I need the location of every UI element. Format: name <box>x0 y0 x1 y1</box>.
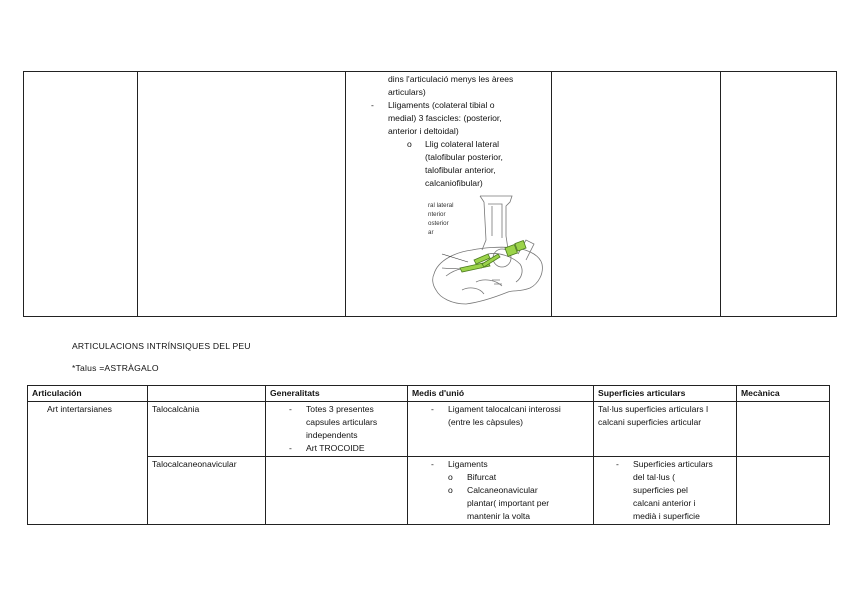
circle-marker: o <box>448 485 453 495</box>
figure-label-2: nterior <box>428 211 446 218</box>
circle-marker: o <box>407 139 412 149</box>
medis-bullet-1 <box>410 403 589 429</box>
talocalcaneonavicular-cell <box>148 457 266 525</box>
table-row <box>28 457 830 525</box>
top-cell-1 <box>24 72 138 317</box>
mecanica-cell-2 <box>737 457 830 525</box>
header-blank <box>148 386 266 402</box>
talocalcania-cell <box>148 402 266 457</box>
top-table <box>23 71 837 317</box>
bifurcat-line-1: Bifurcat <box>467 472 497 482</box>
bullet1-line-1: Lligaments (colateral tibial o <box>388 100 495 110</box>
figure-label-4: ar <box>428 229 434 236</box>
medis1-line-2: (entre les càpsules) <box>448 417 523 427</box>
sup2-line-3: superficies pel <box>633 485 688 495</box>
gen1-line-2: capsules articulars <box>306 417 378 427</box>
figure-label-3: osterior <box>428 220 449 227</box>
talocalcaneonavicular-label: Talocalcaneonavicular <box>152 459 237 469</box>
dash-marker: - <box>431 459 434 469</box>
superficies-bullet <box>598 458 732 523</box>
sup2-line-4: calcani anterior i <box>633 498 696 508</box>
section-title: ARTICULACIONS INTRÍNSIQUES DEL PEU <box>72 341 251 351</box>
header-row <box>28 386 830 402</box>
dash-marker: - <box>371 100 374 110</box>
talocalcania-label: Talocalcània <box>152 404 200 414</box>
top-cell-3 <box>346 72 552 317</box>
mecanica-cell <box>737 402 830 457</box>
bullet2-line-1: Llig colateral lateral <box>425 139 500 149</box>
bullet2-line-3: talofibular anterior, <box>425 165 496 175</box>
ankle-ligament-illustration <box>422 194 552 308</box>
col3-line-2: articulars) <box>388 87 426 97</box>
col3-line-1: dins l'articulació menys les àrees <box>388 74 514 84</box>
generalitats-cell <box>266 402 408 457</box>
medis-cell <box>408 402 594 457</box>
bullet2-line-4: calcaniofibular) <box>425 178 483 188</box>
dash-marker: - <box>289 443 292 453</box>
top-cell-4 <box>552 72 721 317</box>
generalitats-cell-2 <box>266 457 408 525</box>
header-articulacion: Articulación <box>28 386 148 402</box>
bullet-lateral <box>350 138 547 190</box>
art-intertarsianes-cell <box>28 402 148 525</box>
intrinsic-joints-table <box>27 385 830 525</box>
ankle-figure <box>422 194 552 308</box>
figure-label-1: ral lateral <box>428 202 454 209</box>
generalitats-bullet-1 <box>268 403 403 442</box>
bullet1-line-3: anterior i deltoidal) <box>388 126 459 136</box>
medis-cell-2 <box>408 457 594 525</box>
header-superficies: Superficies articulars <box>594 386 737 402</box>
sup2-line-2: del tal·lus ( <box>633 472 676 482</box>
superficies-cell-2 <box>594 457 737 525</box>
calcaneonavicular-bullet <box>410 484 589 523</box>
medis1-line-1: Ligament talocalcani interossi <box>448 404 561 414</box>
art-intertarsianes-label: Art intertarsianes <box>47 404 112 414</box>
gen1-line-1: Totes 3 presentes <box>306 404 374 414</box>
dash-marker: - <box>431 404 434 414</box>
sup2-line-1: Superficies articulars <box>633 459 713 469</box>
header-generalitats: Generalitats <box>266 386 408 402</box>
bullet2-line-2: (talofibular posterior, <box>425 152 503 162</box>
gen1-line-3: independents <box>306 430 358 440</box>
ligaments-label: Ligaments <box>448 459 488 469</box>
dash-marker: - <box>616 459 619 469</box>
sup2-line-5: medià i superficie <box>633 511 700 521</box>
generalitats-bullet-2 <box>268 442 403 455</box>
bullet1-line-2: medial) 3 fascicles: (posterior, <box>388 113 502 123</box>
gen2-line-1: Art TROCOIDE <box>306 443 365 453</box>
calc-line-2: plantar( important per <box>467 498 550 508</box>
calc-line-3: mantenir la volta <box>467 511 531 521</box>
header-medis: Medis d'unió <box>408 386 594 402</box>
top-cell-2 <box>138 72 346 317</box>
superficies-cell <box>594 402 737 457</box>
sup1-line-2: calcani superficies articular <box>598 417 702 427</box>
sup1-line-1: Tal·lus superficies articulars I <box>598 404 709 414</box>
bullet-ligaments <box>350 99 547 138</box>
table-row <box>28 402 830 457</box>
ligaments-bullet <box>410 458 589 471</box>
bifurcat-bullet <box>410 471 589 484</box>
header-mecanica: Mecànica <box>737 386 830 402</box>
dash-marker: - <box>289 404 292 414</box>
section-note: *Talus =ASTRÀGALO <box>72 363 159 373</box>
calc-line-1: Calcaneonavicular <box>467 485 538 495</box>
top-cell-5 <box>721 72 837 317</box>
circle-marker: o <box>448 472 453 482</box>
